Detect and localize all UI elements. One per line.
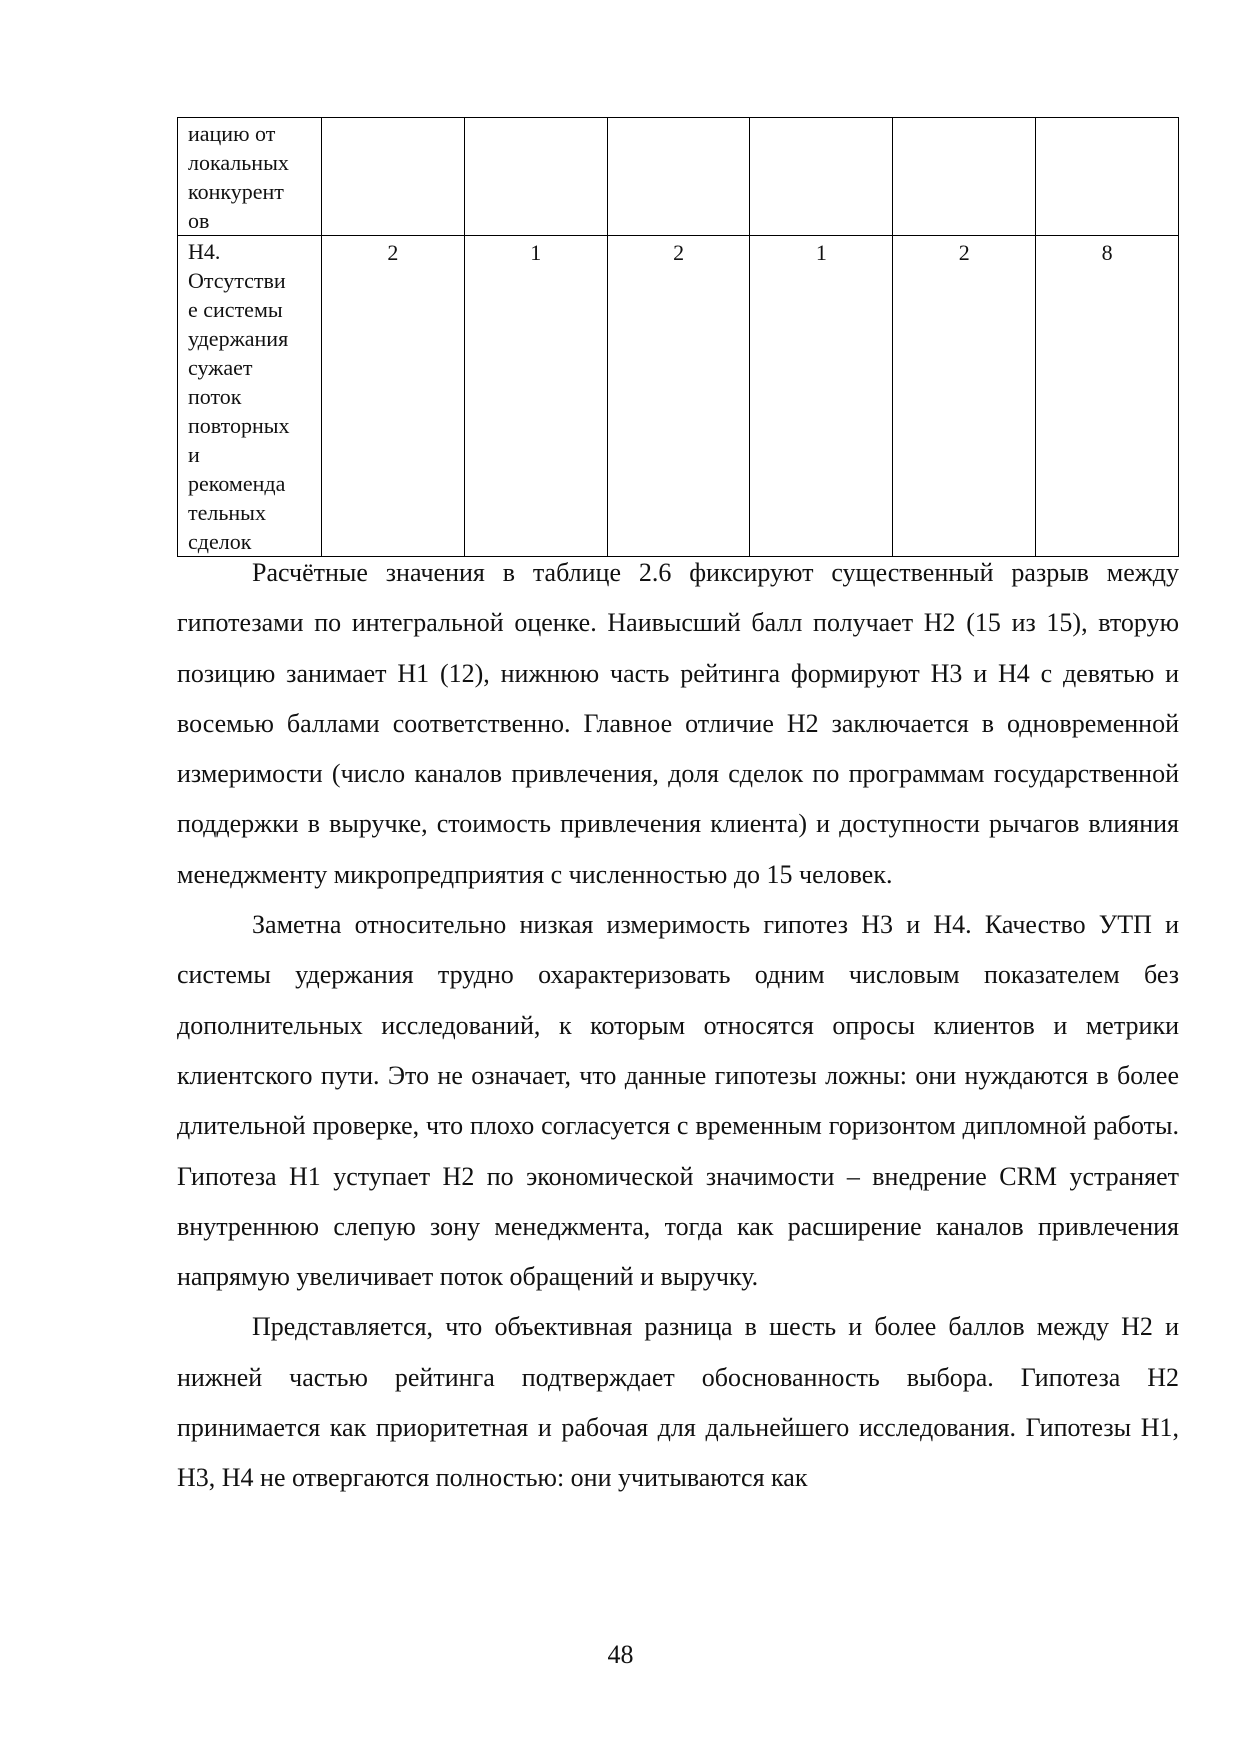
table-cell-total: 8 — [1036, 236, 1179, 557]
table-row — [178, 236, 1179, 557]
table-cell — [464, 118, 607, 236]
paragraph: Заметна относительно низкая измеримость гипотез Н3 и Н4. Качество УТП и системы удержания трудно охарактеризовать одним числовым показателем без дополнительных исследований, к которым относятся опросы клиентов и метрики клиентского пути. Это не означает, что данные гипотезы ложны: они нуждаются в более длительной проверке, что плохо согласуется с временным горизонтом дипломной работы. Гипотеза Н1 уступает Н2 по экономической значимости – внедрение CRM устраняет внутреннюю слепую зону менеджмента, тогда как расширение каналов привлечения напрямую увеличивает поток обращений и выручку. — [177, 910, 1179, 1292]
table-row-label: Н4. Отсутстви е системы удержания сужает поток повторных и рекоменда тельных сделок — [178, 236, 322, 557]
table-cell — [1036, 118, 1179, 236]
hypothesis-score-table — [177, 117, 1179, 557]
page-number: 48 — [607, 1640, 634, 1669]
table-row — [178, 118, 1179, 236]
paragraph: Представляется, что объективная разница в шесть и более баллов между Н2 и нижней частью рейтинга подтверждает обоснованность выбора. Гипотеза Н2 принимается как приоритетная и рабочая для дальнейшего исследования. Гипотезы Н1, Н3, Н4 не отвергаются полностью: они учитываются как — [177, 1312, 1179, 1493]
table-cell — [607, 118, 750, 236]
table-cell: 2 — [322, 236, 465, 557]
table-cell: 2 — [893, 236, 1036, 557]
table-cell: 1 — [464, 236, 607, 557]
table-cell: 2 — [607, 236, 750, 557]
table-cell — [750, 118, 893, 236]
table-row-label: иацию от локальных конкурент ов — [178, 118, 322, 236]
paragraph: Расчётные значения в таблице 2.6 фиксируют существенный разрыв между гипотезами по интегральной оценке. Наивысший балл получает Н2 (15 из 15), вторую позицию занимает Н1 (12), нижнюю часть рейтинга формируют Н3 и Н4 с девятью и восемью баллами соответственно. Главное отличие Н2 заключается в одновременной измеримости (число каналов привлечения, доля сделок по программам государственной поддержки в выручке, стоимость привлечения клиента) и доступности рычагов влияния менеджменту микропредприятия с численностью до 15 человек. — [177, 558, 1179, 889]
table-cell — [322, 118, 465, 236]
table-cell: 1 — [750, 236, 893, 557]
body-text — [177, 548, 1179, 1504]
table-cell — [893, 118, 1036, 236]
